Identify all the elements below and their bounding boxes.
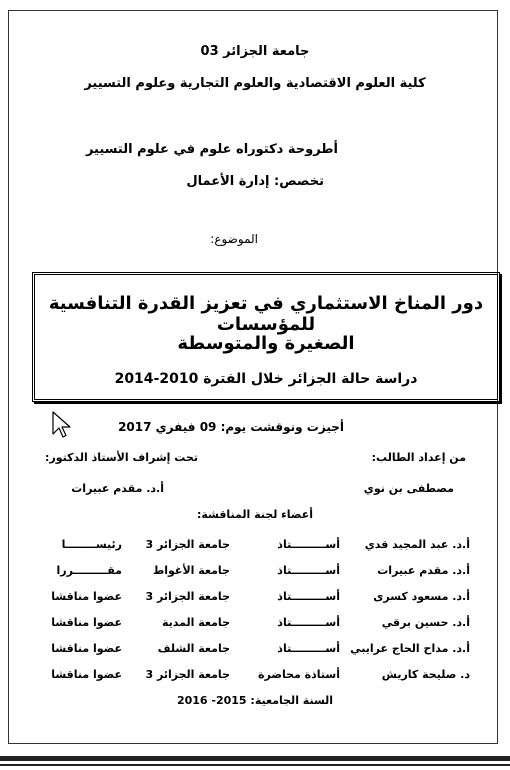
committee-row <box>0 642 510 658</box>
prepared-by-label: من إعداد الطالب: <box>371 451 466 464</box>
member-rank: أســـــــــتاذ <box>277 590 340 603</box>
member-rank: أســـــــــتاذ <box>277 616 340 629</box>
title-box <box>32 272 500 402</box>
title-subtitle: دراسة حالة الجزائر خلال الفترة 2010-2014 <box>114 371 418 387</box>
member-rank: أستاذة محاضرة <box>257 668 340 681</box>
member-name: أ.د. مداح الحاج عرايبي <box>350 642 470 655</box>
member-university: جامعة الأغواط <box>152 564 230 577</box>
member-role: عضوا مناقشا <box>51 616 122 629</box>
committee-row <box>0 616 510 632</box>
thesis-type: أطروحة دكتوراه علوم في علوم التسيير <box>85 142 338 157</box>
title-line-2: الصغيرة والمتوسطة <box>177 333 355 354</box>
member-university: جامعة الجزائر 3 <box>145 668 230 681</box>
supervisor-label: تحت إشراف الأستاذ الدكتور: <box>45 451 198 464</box>
thesis-specialty: تخصص: إدارة الأعمال <box>186 174 324 189</box>
member-role: عضوا مناقشا <box>51 590 122 603</box>
mouse-pointer-icon <box>51 410 75 440</box>
university-name: جامعة الجزائر 03 <box>200 44 310 59</box>
member-name: أ.د. مسعود كسرى <box>373 590 470 603</box>
faculty-name: كلية العلوم الاقتصادية والعلوم التجارية وعلوم التسيير <box>84 76 426 91</box>
committee-row <box>0 668 510 684</box>
bottom-divider <box>0 756 510 761</box>
member-rank: أســـــــــتاذ <box>277 564 340 577</box>
committee-title: أعضاء لجنة المناقشة: <box>196 508 314 521</box>
member-role: عضوا مناقشا <box>51 668 122 681</box>
bottom-divider-thin <box>0 764 510 766</box>
supervisor-name: أ.د. مقدم عبيرات <box>71 482 164 495</box>
committee-row <box>0 538 510 554</box>
member-university: جامعة الجزائر 3 <box>145 590 230 603</box>
member-university: جامعة الجزائر 3 <box>145 538 230 551</box>
member-name: أ.د. حسين برقي <box>381 616 470 629</box>
subject-label: الموضوع: <box>210 232 258 246</box>
academic-year: السنة الجامعية: 2015- 2016 <box>176 694 334 707</box>
member-name: أ.د. مقدم عبيرات <box>377 564 470 577</box>
student-name: مصطفى بن نوي <box>363 482 454 495</box>
member-rank: أســـــــــتاذ <box>277 538 340 551</box>
member-university: جامعة المدية <box>161 616 230 629</box>
member-role: عضوا مناقشا <box>51 642 122 655</box>
committee-row <box>0 564 510 580</box>
member-rank: أســـــــــتاذ <box>277 642 340 655</box>
member-name: أ.د. عبد المجيد قدي <box>364 538 470 551</box>
member-university: جامعة الشلف <box>157 642 230 655</box>
member-role: رئيســــــــا <box>61 538 122 551</box>
title-line-1: دور المناخ الاستثماري في تعزيز القدرة التنافسية للمؤسسات <box>48 293 484 335</box>
member-name: د. صليحة كاريش <box>381 668 470 681</box>
committee-row <box>0 590 510 606</box>
member-role: مقـــــــــررا <box>56 564 122 577</box>
defense-date: أجيزت ونوقشت يوم: 09 فيفري 2017 <box>118 420 344 434</box>
